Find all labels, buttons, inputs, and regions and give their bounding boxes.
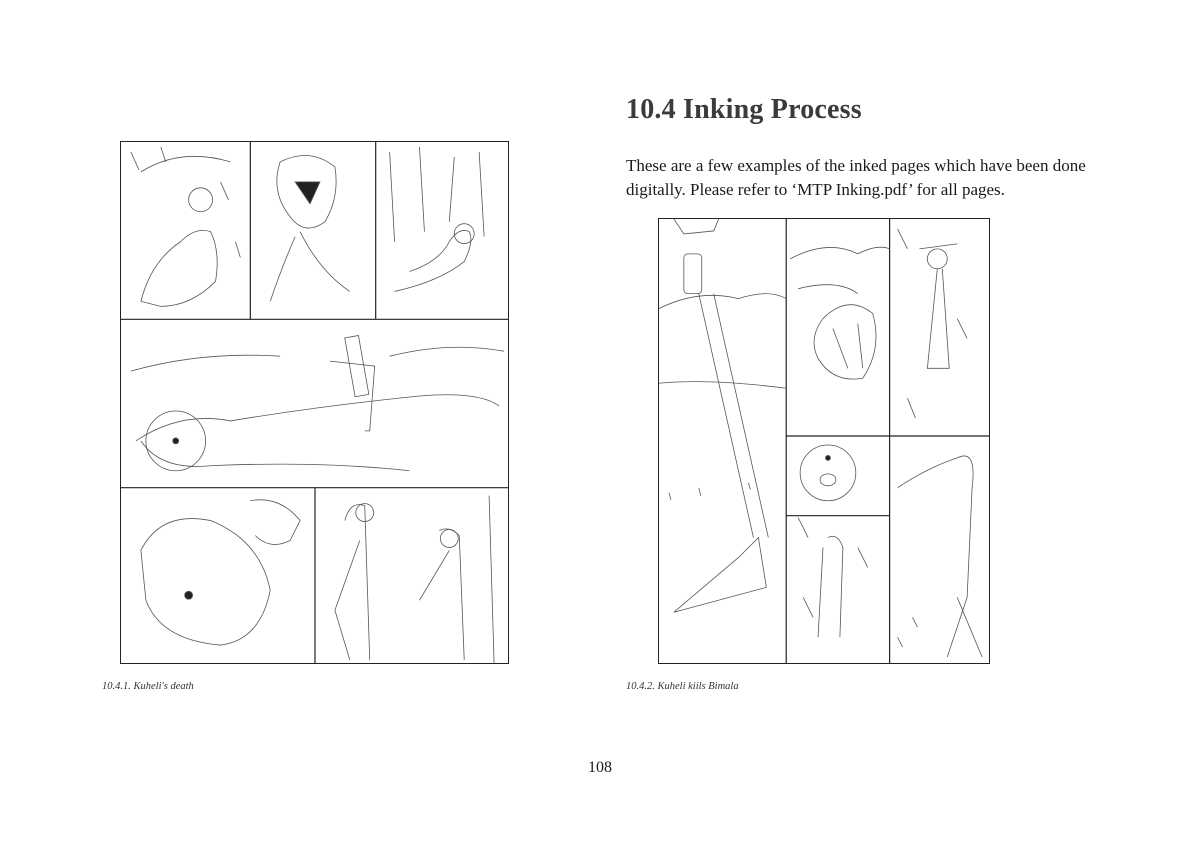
comic-illustration [659, 219, 989, 663]
comic-page-kuhelis-death [120, 141, 509, 664]
intro-paragraph: These are a few examples of the inked pages which have been done digitally. Please refer to ‘MTP Inking.pdf’ for all pages. [626, 156, 1086, 199]
right-page [600, 0, 1200, 848]
page-number: 108 [588, 759, 612, 776]
comic-page-kuheli-kills-bimala [658, 218, 990, 664]
figure-caption: 10.4.1. Kuheli's death [102, 681, 194, 692]
section-heading: 10.4 Inking Process [626, 94, 862, 125]
comic-illustration [121, 142, 508, 663]
figure-caption: 10.4.2. Kuheli kiils Bimala [626, 681, 739, 692]
